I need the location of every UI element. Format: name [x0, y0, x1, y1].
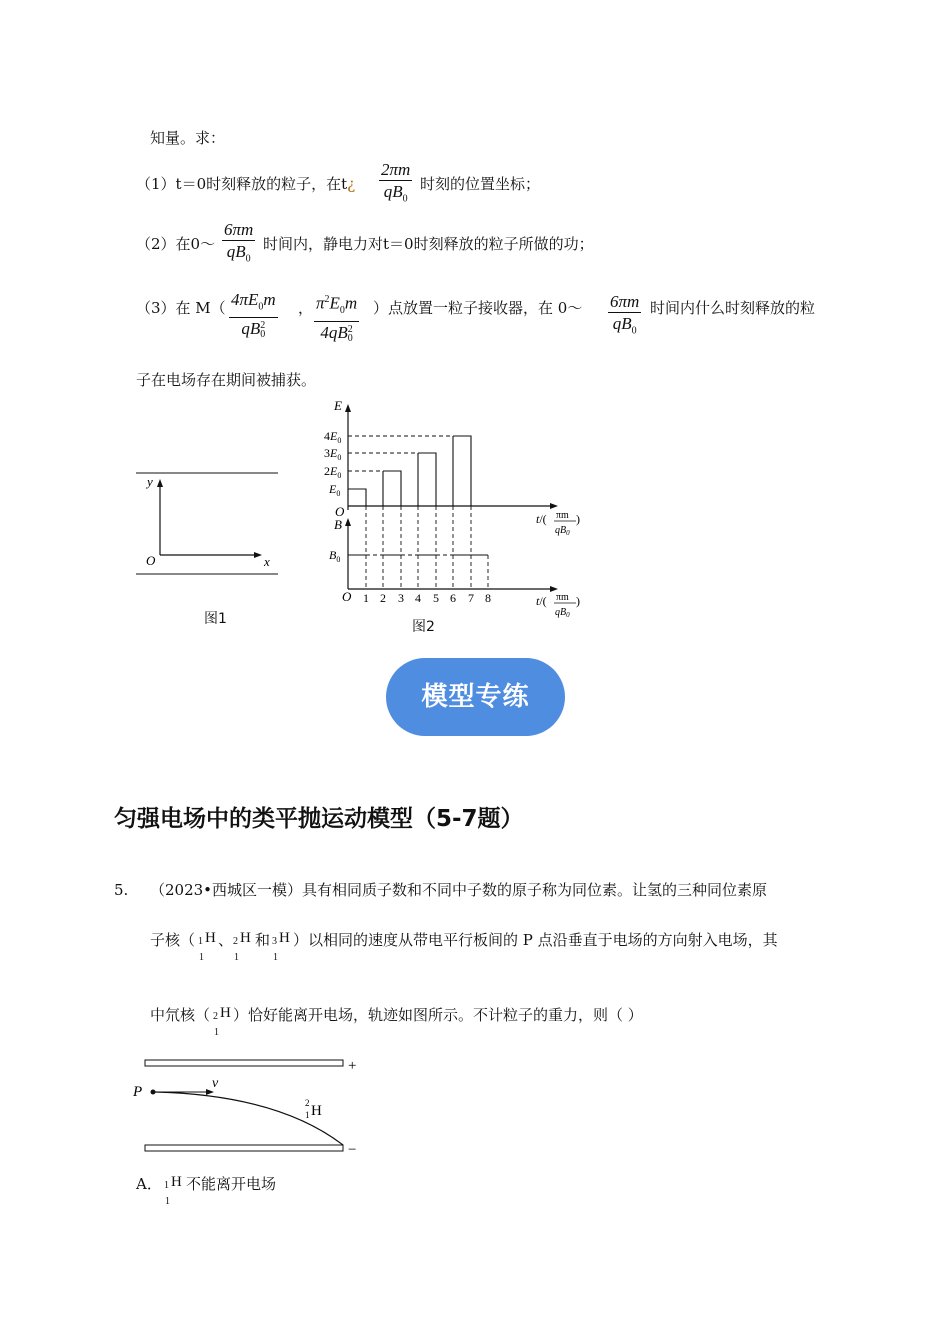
atomic-number: 1 [214, 1027, 219, 1038]
fraction-6pim-qb0 [222, 220, 255, 270]
text-line: 知量。求： [150, 129, 226, 147]
e-arrow-icon [345, 404, 351, 412]
q5-line-3a: 中氘核（ [150, 1006, 211, 1024]
fraction-numerator: 2πm [381, 160, 411, 179]
tick-2: 2 [380, 591, 386, 605]
fraction-denominator: qB [226, 242, 246, 261]
h-sub: 1 [305, 1110, 310, 1120]
b-arrow-icon [345, 518, 351, 526]
section-title: 匀强电场中的类平抛运动模型（5-7题） [114, 806, 524, 832]
t-label-bottom: t/( [536, 594, 547, 608]
question-number: 5. [114, 881, 129, 899]
h-sup: 2 [305, 1098, 310, 1108]
t-unit-den-top: $qB_0$ [555, 525, 570, 537]
q3-comma: ， [298, 299, 314, 317]
figure-2-caption: 图2 [412, 619, 435, 635]
mass-number: 2 [213, 1011, 218, 1022]
fraction-denominator: qB [612, 314, 632, 333]
text-line: 子在电场存在期间被捕获。 [136, 371, 317, 389]
element-symbol: H [279, 930, 290, 946]
t-label-top: t/( [536, 512, 547, 526]
q5-and: 和 [255, 931, 271, 949]
x-label: x [264, 554, 270, 569]
subscript: 0 [339, 305, 345, 317]
e-field-pulses [348, 436, 471, 506]
subscript: 0 [245, 253, 251, 265]
fraction-denominator: qB [241, 319, 261, 339]
option-a-text: 不能离开电场 [186, 1175, 277, 1193]
question-1 [136, 174, 355, 194]
tick-1: 1 [363, 591, 369, 605]
element-symbol: H [240, 930, 251, 946]
minus-sign: − [348, 1142, 357, 1158]
fraction-pi2E0m-4qB02 [314, 290, 359, 344]
model-practice-badge: 模型专练 [386, 658, 565, 736]
q3-text-a: （3）在 M（ [136, 299, 226, 317]
fraction-2pim-qb0 [379, 160, 412, 210]
fraction-4piE0m-qB02 [229, 290, 278, 340]
subscript: 0 [347, 333, 353, 345]
q1-text-a: （1）t＝0时刻释放的粒子，在t [136, 175, 348, 193]
subscript: 0 [258, 301, 264, 313]
fraction-numerator: 4πE [231, 290, 259, 309]
origin-bottom: O [342, 589, 352, 604]
origin-top: O [335, 504, 345, 519]
time-guides [366, 506, 488, 589]
y-arrow-icon [157, 479, 163, 487]
mass-number: 3 [272, 936, 277, 947]
q5-sep: 、 [218, 931, 234, 949]
atomic-number: 1 [234, 952, 239, 963]
bottom-plate [145, 1145, 343, 1151]
t-unit-den-bottom: $qB_0$ [555, 607, 570, 619]
e-level-4: $4E_0$ [324, 429, 342, 445]
numerator-m: m [344, 293, 358, 313]
b-level: $B_0$ [329, 548, 341, 564]
isotope-protium [198, 930, 216, 963]
subscript: 0 [402, 193, 408, 205]
tick-7: 7 [468, 591, 474, 605]
t-unit-close-top: ) [576, 512, 580, 526]
fraction-numerator: 6πm [610, 292, 640, 311]
fraction-denominator: 4qB [320, 323, 348, 343]
superscript: 2 [347, 324, 353, 336]
tick-labels [363, 591, 491, 605]
figure-1 [130, 465, 290, 585]
origin-label: O [146, 553, 156, 568]
y-label: y [147, 474, 153, 489]
tick-8: 8 [485, 591, 491, 605]
e-level-1: $E_0$ [329, 482, 341, 498]
tick-6: 6 [450, 591, 456, 605]
fraction-numerator: 6πm [224, 220, 254, 239]
e-level-3: $3E_0$ [324, 446, 342, 462]
mass-number: 1 [164, 1180, 169, 1191]
element-symbol: H [205, 930, 216, 946]
isotope-tritium [272, 930, 290, 963]
mass-number: 1 [198, 936, 203, 947]
numerator-m: m [263, 290, 276, 309]
v-label: v [212, 1076, 219, 1091]
h-label: H [311, 1103, 322, 1119]
q3-text-c: 时间内什么时刻释放的粒 [650, 299, 816, 317]
tick-5: 5 [433, 591, 439, 605]
atomic-number: 1 [199, 952, 204, 963]
q5-line-2b: ）以相同的速度从带电平行板间的 P 点沿垂直于电场的方向射入电场，其 [293, 931, 778, 949]
superscript: 2 [324, 294, 330, 305]
numerator-pi: π [316, 293, 325, 313]
q5-line-1: （2023•西城区一模）具有相同质子数和不同中子数的原子称为同位素。让氢的三种同位素原 [150, 881, 768, 899]
point-p [151, 1090, 156, 1095]
e-level-2: $2E_0$ [324, 464, 342, 480]
atomic-number: 1 [165, 1196, 170, 1207]
q2-text-b: 时间内，静电力对t＝0时刻释放的粒子所做的功； [263, 235, 594, 253]
plus-sign: + [348, 1058, 357, 1074]
isotope-deuterium-2 [213, 1005, 231, 1038]
fraction-6pim-qb0-b [608, 292, 641, 342]
numerator-E: E [329, 293, 340, 313]
atomic-number: 1 [273, 952, 278, 963]
p-label: P [133, 1084, 143, 1100]
q1-text-b: 时刻的位置坐标； [420, 175, 541, 193]
t-unit-num-top: πm [556, 510, 569, 521]
subscript: 0 [260, 329, 266, 341]
subscript: 0 [631, 325, 637, 337]
x-arrow-icon [254, 552, 262, 558]
element-symbol: H [171, 1174, 182, 1190]
tick-3: 3 [398, 591, 404, 605]
t-unit-close-bottom: ) [576, 594, 580, 608]
t-unit-num-bottom: πm [556, 592, 569, 603]
b-axis-label: B [334, 517, 342, 532]
e-level-guides [348, 436, 453, 471]
figure-1-caption: 图1 [204, 611, 227, 627]
element-symbol: H [220, 1005, 231, 1021]
mass-number: 2 [233, 936, 238, 947]
option-a-label: A． [136, 1175, 162, 1193]
fraction-denominator: qB [383, 182, 403, 201]
q2-text-a: （2）在0～ [136, 235, 216, 253]
superscript: 2 [260, 320, 266, 332]
q5-line-3b: ）恰好能离开电场，轨迹如图所示。不计粒子的重力，则（ ） [233, 1006, 643, 1024]
q5-line-2a: 子核（ [150, 931, 196, 949]
q1-glyph: ¿ [347, 175, 356, 193]
tick-4: 4 [415, 591, 421, 605]
figure-2 [320, 395, 590, 625]
isotope-protium-option [164, 1174, 182, 1207]
isotope-deuterium [233, 930, 251, 963]
top-plate [145, 1060, 343, 1066]
e-axis-label: E [334, 398, 342, 413]
figure-3 [128, 1050, 368, 1160]
t-arrow-top-icon [550, 503, 558, 509]
q3-text-b: ）点放置一粒子接收器，在 0～ [373, 299, 583, 317]
